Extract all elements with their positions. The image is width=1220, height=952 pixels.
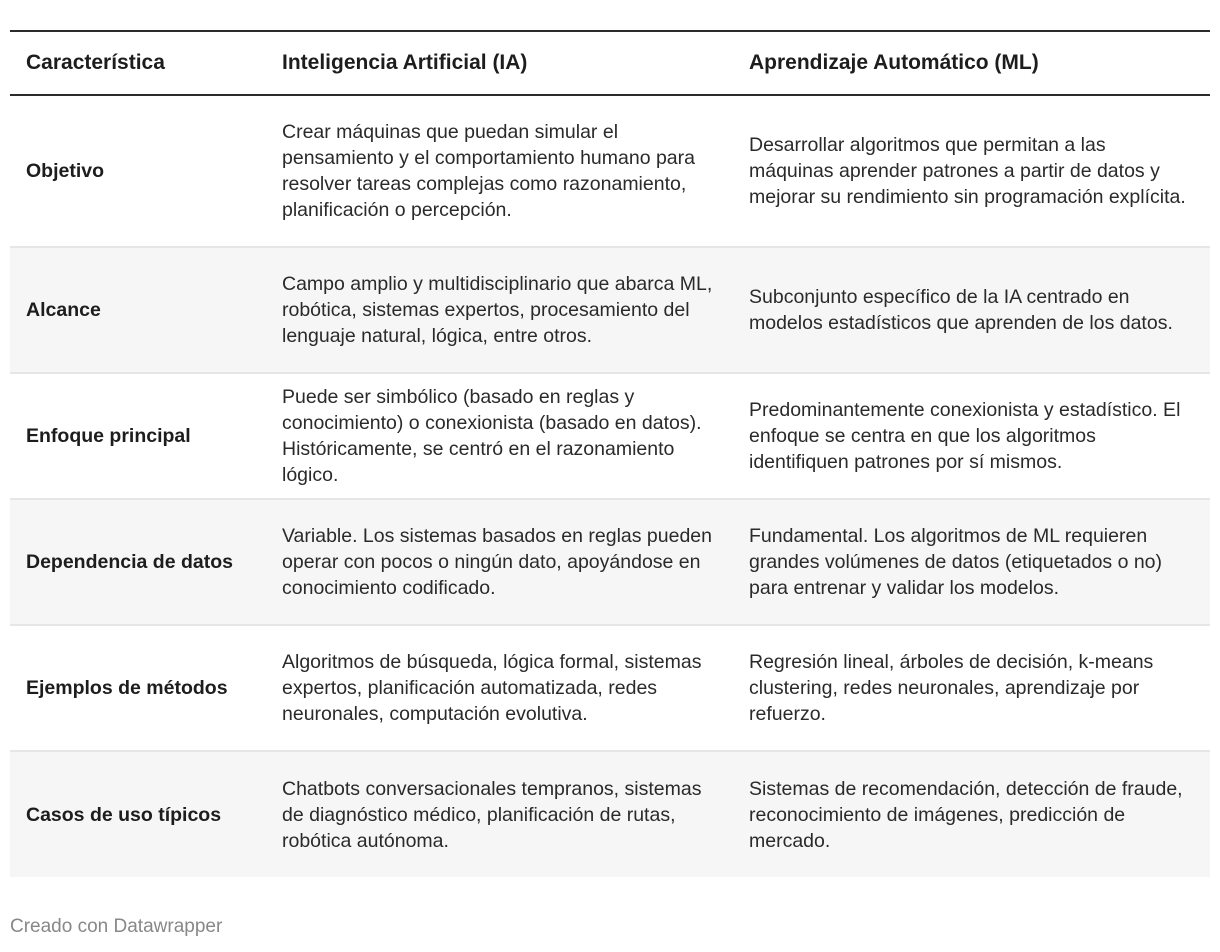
row-feature-cell: Alcance [26,299,101,321]
comparison-table-container [10,30,1210,877]
row-ml-cell: Regresión lineal, árboles de decisión, k-means clustering, redes neuronales, aprendizaje por refuerzo. [749,651,1154,725]
row-ia-cell: Campo amplio y multidisciplinario que abarca ML, robótica, sistemas expertos, procesamiento del lenguaje natural, lógica, entre otros. [282,273,713,347]
header-caracteristica: Característica [26,51,165,74]
datawrapper-credit: Creado con Datawrapper [10,916,223,937]
row-ia-cell: Variable. Los sistemas basados en reglas pueden operar con pocos o ningún dato, apoyándose en conocimiento codificado. [282,525,712,599]
table-row [10,247,1210,373]
header-row [10,31,1210,95]
row-ml-cell: Predominantemente conexionista y estadístico. El enfoque se centra en que los algoritmos identifiquen patrones por sí mismos. [749,399,1181,473]
row-ml-cell: Subconjunto específico de la IA centrado en modelos estadísticos que aprenden de los datos. [749,286,1173,334]
row-feature-cell: Objetivo [26,160,105,182]
table-row [10,751,1210,877]
table-row [10,625,1210,751]
comparison-table [10,30,1210,877]
table-header [10,31,1210,95]
row-ia-cell: Algoritmos de búsqueda, lógica formal, sistemas expertos, planificación automatizada, redes neuronales, computación evolutiva. [282,651,702,725]
header-ia: Inteligencia Artificial (IA) [282,51,528,74]
table-row [10,95,1210,247]
row-feature-cell: Ejemplos de métodos [26,677,228,699]
row-ml-cell: Fundamental. Los algoritmos de ML requieren grandes volúmenes de datos (etiquetados o no) para entrenar y validar los modelos. [749,525,1163,599]
row-ml-cell: Sistemas de recomendación, detección de fraude, reconocimiento de imágenes, predicción de mercado. [749,777,1183,852]
header-ml: Aprendizaje Automático (ML) [749,51,1039,74]
row-feature-cell: Enfoque principal [26,425,191,447]
row-ia-cell: Puede ser simbólico (basado en reglas y conocimiento) o conexionista (basado en datos). Históricamente, se centró en el razonamiento lógico. [282,386,702,486]
table-row [10,499,1210,625]
row-ia-cell: Crear máquinas que puedan simular el pensamiento y el comportamiento humano para resolver tareas complejas como razonamiento, planificación o percepción. [282,121,695,221]
row-ia-cell: Chatbots conversacionales tempranos, sistemas de diagnóstico médico, planificación de rutas, robótica autónoma. [282,777,702,852]
row-feature-cell: Casos de uso típicos [26,803,222,826]
row-feature-cell: Dependencia de datos [26,551,233,573]
row-ml-cell: Desarrollar algoritmos que permitan a las máquinas aprender patrones a partir de datos y mejorar su rendimiento sin programación explícita. [749,134,1186,208]
table-row [10,373,1210,499]
table-body [10,95,1210,877]
